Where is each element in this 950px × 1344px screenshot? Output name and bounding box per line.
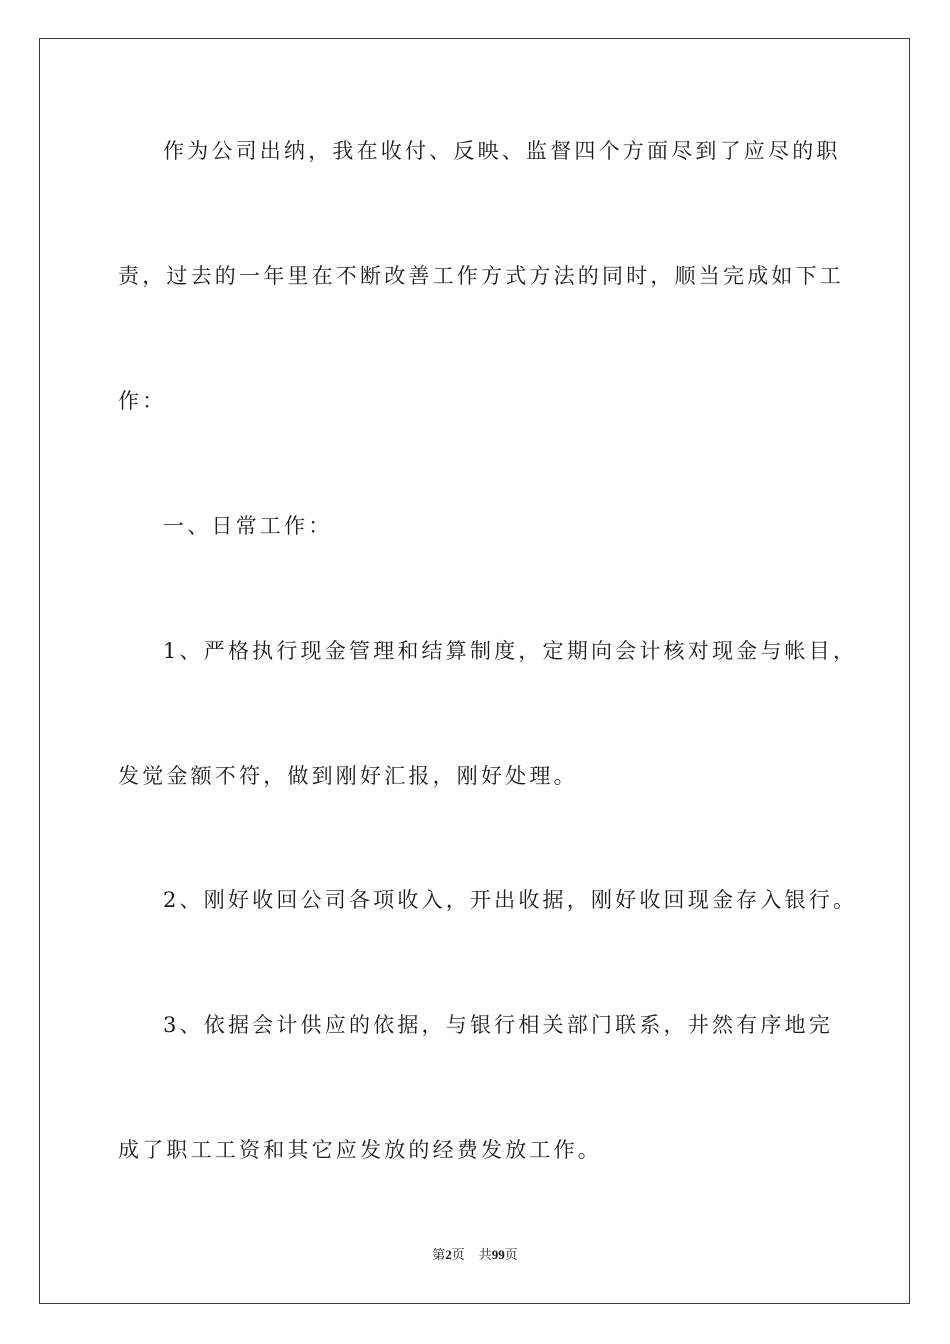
page-border bbox=[39, 38, 910, 1304]
paragraph-line: 成了职工工资和其它应发放的经费发放工作。 bbox=[118, 1138, 602, 1162]
paragraph-line: 作： bbox=[118, 389, 167, 413]
paragraph-line: 责，过去的一年里在不断改善工作方式方法的同时，顺当完成如下工 bbox=[118, 264, 844, 288]
section-heading: 一、日常工作： bbox=[163, 514, 333, 538]
total-pages: 99 bbox=[491, 1247, 505, 1262]
page-number: 2 bbox=[445, 1247, 452, 1262]
paragraph-line: 1、严格执行现金管理和结算制度，定期向会计核对现金与帐目， bbox=[163, 639, 858, 663]
paragraph-line: 2、刚好收回公司各项收入，开出收据，刚好收回现金存入银行。 bbox=[163, 888, 858, 912]
total-suffix: 页 bbox=[504, 1247, 518, 1262]
page-prefix: 第 bbox=[432, 1247, 446, 1262]
paragraph-line: 作为公司出纳，我在收付、反映、监督四个方面尽到了应尽的职 bbox=[163, 139, 841, 163]
page-suffix: 页 bbox=[451, 1247, 465, 1262]
paragraph-line: 3、依据会计供应的依据，与银行相关部门联系，井然有序地完 bbox=[163, 1013, 833, 1037]
page-footer bbox=[0, 1246, 950, 1264]
paragraph-line: 发觉金额不符，做到刚好汇报，刚好处理。 bbox=[118, 764, 578, 788]
total-prefix: 共 bbox=[478, 1247, 492, 1262]
